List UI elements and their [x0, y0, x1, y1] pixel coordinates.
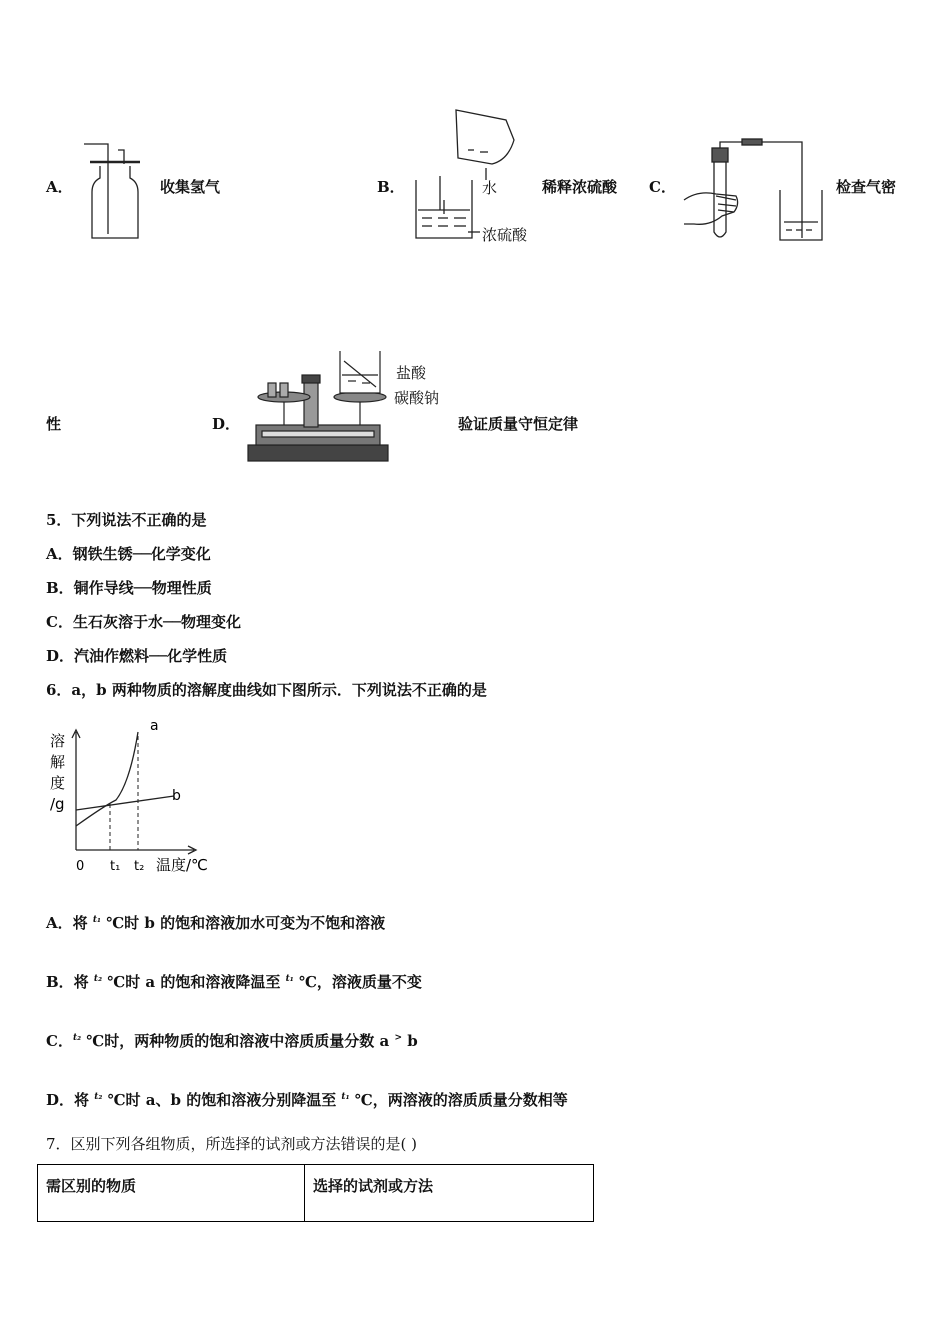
- option-c-text: 检查气密: [836, 178, 897, 196]
- t2-tick-label: t₂: [134, 859, 145, 874]
- option-b-text: 稀释浓硫酸: [542, 178, 618, 196]
- q6-option-b: B．将 $^{t_2}$ ℃时 a 的饱和溶液降温至 $^{t_1}$ ℃，溶液质量不变: [46, 973, 422, 991]
- gas-collection-bottle-figure: [78, 138, 148, 243]
- y-label-line-4: /g: [50, 795, 65, 813]
- label-hydrochloric-acid: 盐酸: [396, 364, 427, 382]
- x-axis-label: 温度/℃: [156, 856, 208, 874]
- option-a-letter: A．: [46, 178, 73, 196]
- option-c-letter: C．: [649, 178, 676, 196]
- q6-stem: 6．a，b 两种物质的溶解度曲线如下图所示．下列说法不正确的是: [46, 681, 487, 699]
- balance-figure: [244, 347, 394, 465]
- q6-option-c: C．$^{t_2}$ ℃时，两种物质的饱和溶液中溶质质量分数 a > b: [46, 1032, 418, 1050]
- q5-option-d: D．汽油作燃料──化学性质: [46, 647, 228, 665]
- q6-option-d: D．将 $^{t_2}$ ℃时 a、b 的饱和溶液分别降温至 $^{t_1}$ ℃，两溶液的溶质质量分数相等: [46, 1091, 568, 1109]
- label-sodium-carbonate: 碳酸钠: [394, 389, 440, 407]
- q6-option-a: A．将 $^{t_1}$ ℃时 b 的饱和溶液加水可变为不饱和溶液: [46, 914, 386, 932]
- option-b-letter: B．: [377, 178, 405, 196]
- q5-option-a: A．钢铁生锈──化学变化: [46, 545, 211, 563]
- airtightness-check-figure: [680, 134, 830, 246]
- q7-stem: 7．区别下列各组物质，所选择的试剂或方法错误的是( ): [46, 1135, 418, 1153]
- table-header-row: [38, 1165, 594, 1222]
- solubility-chart: [44, 712, 234, 880]
- option-d-letter: D．: [212, 415, 241, 433]
- curve-b: [76, 796, 174, 810]
- label-water: 水: [482, 179, 498, 197]
- curve-b-label: b: [172, 788, 181, 804]
- y-label-line-2: 解: [50, 753, 66, 771]
- option-c-text-cont: 性: [46, 415, 62, 433]
- q5-option-b: B．铜作导线──物理性质: [46, 579, 212, 597]
- q5-option-c: C．生石灰溶于水──物理变化: [46, 613, 242, 631]
- q5-stem: 5．下列说法不正确的是: [46, 511, 207, 529]
- table-header-cell: 选择的试剂或方法: [305, 1165, 594, 1222]
- curve-a: [76, 732, 138, 826]
- t1-tick-label: t₁: [110, 859, 121, 874]
- label-conc-sulfuric-acid: 浓硫酸: [482, 226, 528, 244]
- y-label-line-1: 溶: [50, 732, 66, 750]
- option-d-text: 验证质量守恒定律: [458, 415, 579, 433]
- y-label-line-3: 度: [50, 774, 66, 792]
- table-header-cell: 需区别的物质: [38, 1165, 305, 1222]
- origin-label: 0: [76, 859, 85, 874]
- curve-a-label: a: [150, 718, 159, 734]
- q7-table: [37, 1164, 594, 1222]
- option-a-text: 收集氢气: [160, 178, 221, 196]
